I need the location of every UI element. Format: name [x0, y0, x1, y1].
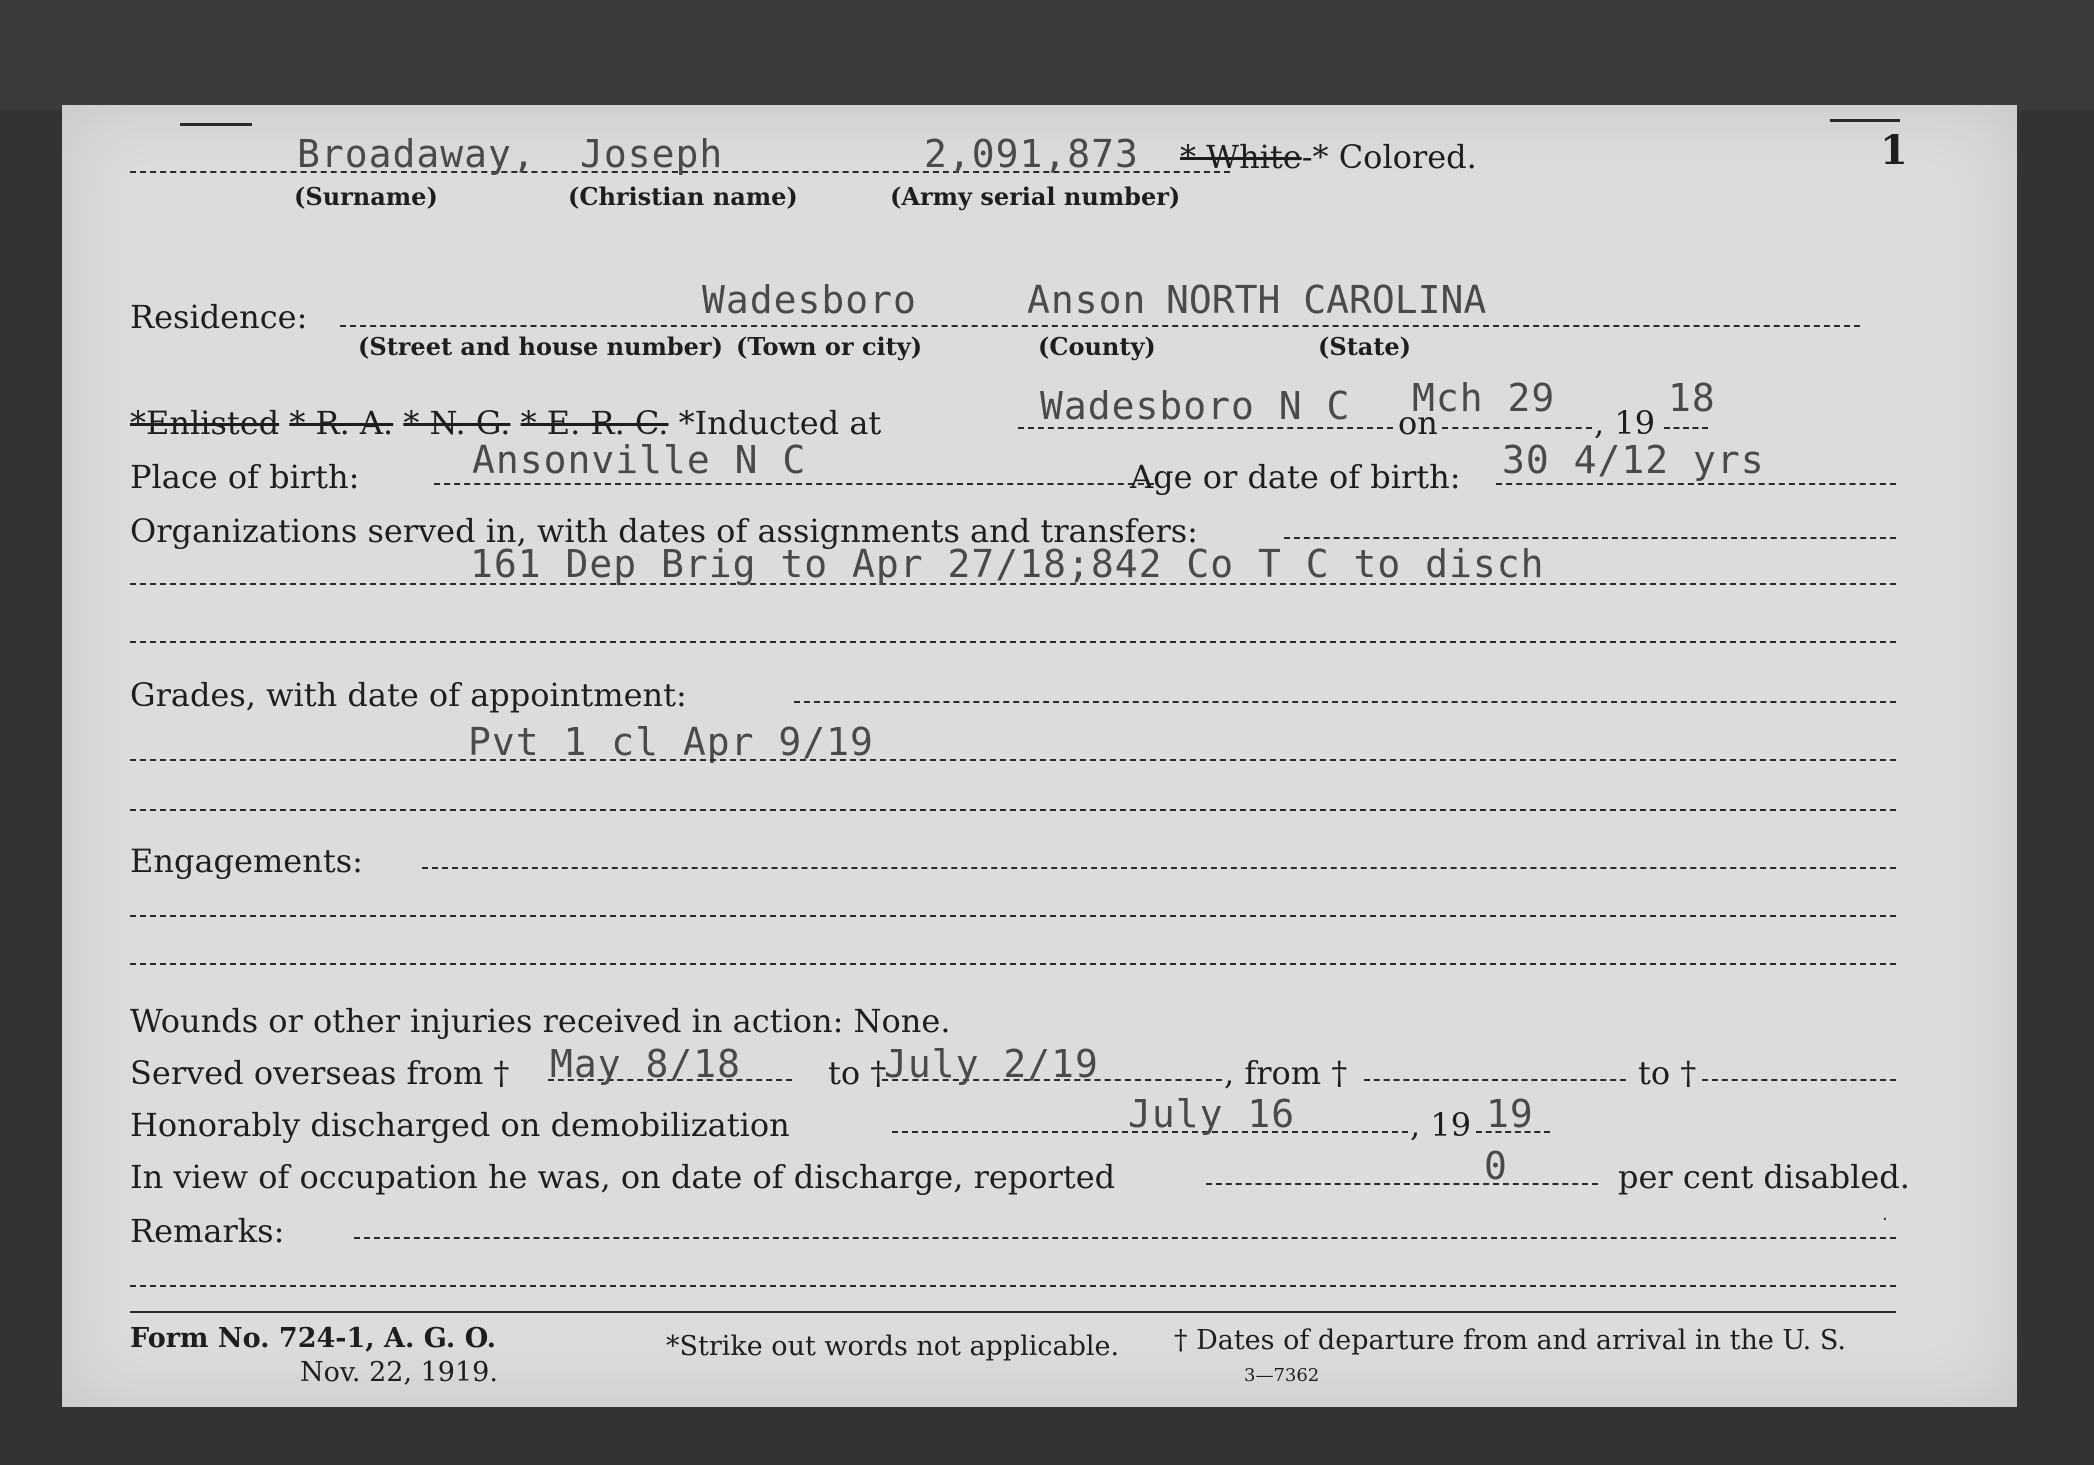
overseas-from2-line	[1364, 1079, 1626, 1081]
inducted-date-line	[1442, 427, 1592, 429]
form-date: Nov. 22, 1919.	[300, 1357, 498, 1388]
race-row	[1180, 138, 1477, 176]
age-label: Age or date of birth:	[1130, 458, 1461, 496]
organizations-label: Organizations served in, with dates of assignments and transfers:	[130, 512, 1198, 550]
year-line	[1664, 427, 1708, 429]
age-value: 30 4/12 yrs	[1502, 438, 1765, 482]
grades-value: Pvt 1 cl Apr 9/19	[468, 720, 874, 764]
race-dash: -	[1301, 138, 1313, 176]
discharge-year-line	[1476, 1131, 1550, 1133]
residence-county: Anson	[1027, 278, 1147, 322]
discharge-date: July 16	[1128, 1092, 1296, 1136]
overseas-label: Served overseas from †	[130, 1054, 510, 1092]
discharge-label: Honorably discharged on demobilization	[130, 1106, 790, 1144]
remarks-line-0	[354, 1237, 1896, 1239]
race-colored: * Colored.	[1312, 138, 1477, 176]
wounds-label: Wounds or other injuries received in action: None.	[130, 1002, 951, 1040]
residence-line	[340, 325, 1860, 327]
engagements-line-0	[422, 867, 1896, 869]
discharge-year: 19	[1486, 1092, 1534, 1136]
overseas-to-label: to †	[828, 1054, 887, 1092]
residence-state: NORTH CAROLINA	[1166, 278, 1487, 322]
enlistment-options	[130, 404, 882, 442]
disability-line	[1206, 1183, 1598, 1185]
town-caption: (Town or city)	[736, 332, 923, 361]
disability-label: In view of occupation he was, on date of discharge, reported	[130, 1158, 1116, 1196]
overseas-from2-label: , from †	[1224, 1054, 1348, 1092]
christian-name-value: Joseph	[580, 132, 724, 176]
year-prefix: , 19	[1594, 404, 1656, 442]
state-caption: (State)	[1318, 332, 1412, 361]
place-of-birth-label: Place of birth:	[130, 458, 360, 496]
street-caption: (Street and house number)	[358, 332, 723, 361]
age-line	[1496, 483, 1896, 485]
card-number: 1	[1880, 127, 1908, 174]
organizations-line-2	[130, 641, 1896, 643]
dates-note: † Dates of departure from and arrival in the U. S.	[1174, 1325, 1846, 1356]
service-record-card	[62, 105, 2017, 1407]
footer-rule	[130, 1311, 1896, 1313]
overseas-to2-label: to †	[1638, 1054, 1697, 1092]
place-of-birth-value: Ansonville N C	[472, 438, 807, 482]
engagements-label: Engagements:	[130, 842, 363, 880]
on-label: on	[1398, 404, 1438, 442]
place-of-birth-line	[434, 483, 1154, 485]
grades-line-0	[794, 701, 1896, 703]
overseas-from-date: May 8/18	[550, 1042, 742, 1086]
organizations-line-0	[1284, 537, 1896, 539]
inducted-label: *Inducted at	[678, 404, 882, 442]
grades-line-2	[130, 809, 1896, 811]
top-right-rule	[1830, 119, 1900, 122]
race-white-struck: * White	[1180, 138, 1302, 176]
grades-line-1	[130, 759, 1896, 761]
strike-note: *Strike out words not applicable.	[666, 1331, 1120, 1362]
print-code: 3—7362	[1244, 1365, 1320, 1386]
grades-label: Grades, with date of appointment:	[130, 676, 687, 714]
organizations-value: 161 Dep Brig to Apr 27/18;842 Co T C to disch	[470, 542, 1545, 586]
serial-number-caption: (Army serial number)	[890, 182, 1181, 211]
ra-struck: * R. A.	[289, 404, 394, 442]
serial-number-value: 2,091,873	[924, 132, 1139, 176]
inducted-date: Mch 29	[1412, 376, 1556, 420]
erc-struck: * E. R. C.	[520, 404, 669, 442]
remarks-label: Remarks:	[130, 1212, 285, 1250]
remarks-line-1	[130, 1285, 1896, 1287]
residence-town: Wadesboro	[702, 278, 917, 322]
inducted-year: 18	[1668, 376, 1716, 420]
enlisted-struck: *Enlisted	[130, 404, 280, 442]
christian-name-caption: (Christian name)	[568, 182, 798, 211]
overseas-to-date: July 2/19	[884, 1042, 1099, 1086]
engagements-line-2	[130, 963, 1896, 965]
overseas-to2-line	[1702, 1079, 1896, 1081]
surname-caption: (Surname)	[294, 182, 438, 211]
engagements-line-1	[130, 915, 1896, 917]
scanner-background	[0, 0, 2094, 110]
ng-struck: * N. G.	[403, 404, 511, 442]
form-number: Form No. 724-1, A. G. O.	[130, 1323, 497, 1354]
inducted-place: Wadesboro N C	[1040, 384, 1351, 428]
surname-value: Broadaway,	[297, 132, 536, 176]
county-caption: (County)	[1038, 332, 1156, 361]
top-left-rule	[180, 123, 252, 126]
disability-suffix: per cent disabled.	[1618, 1158, 1910, 1196]
residence-label: Residence:	[130, 298, 308, 336]
handwritten-tick: ·	[1882, 1209, 1888, 1230]
disability-value: 0	[1484, 1144, 1508, 1188]
discharge-year-prefix: , 19	[1410, 1106, 1472, 1144]
